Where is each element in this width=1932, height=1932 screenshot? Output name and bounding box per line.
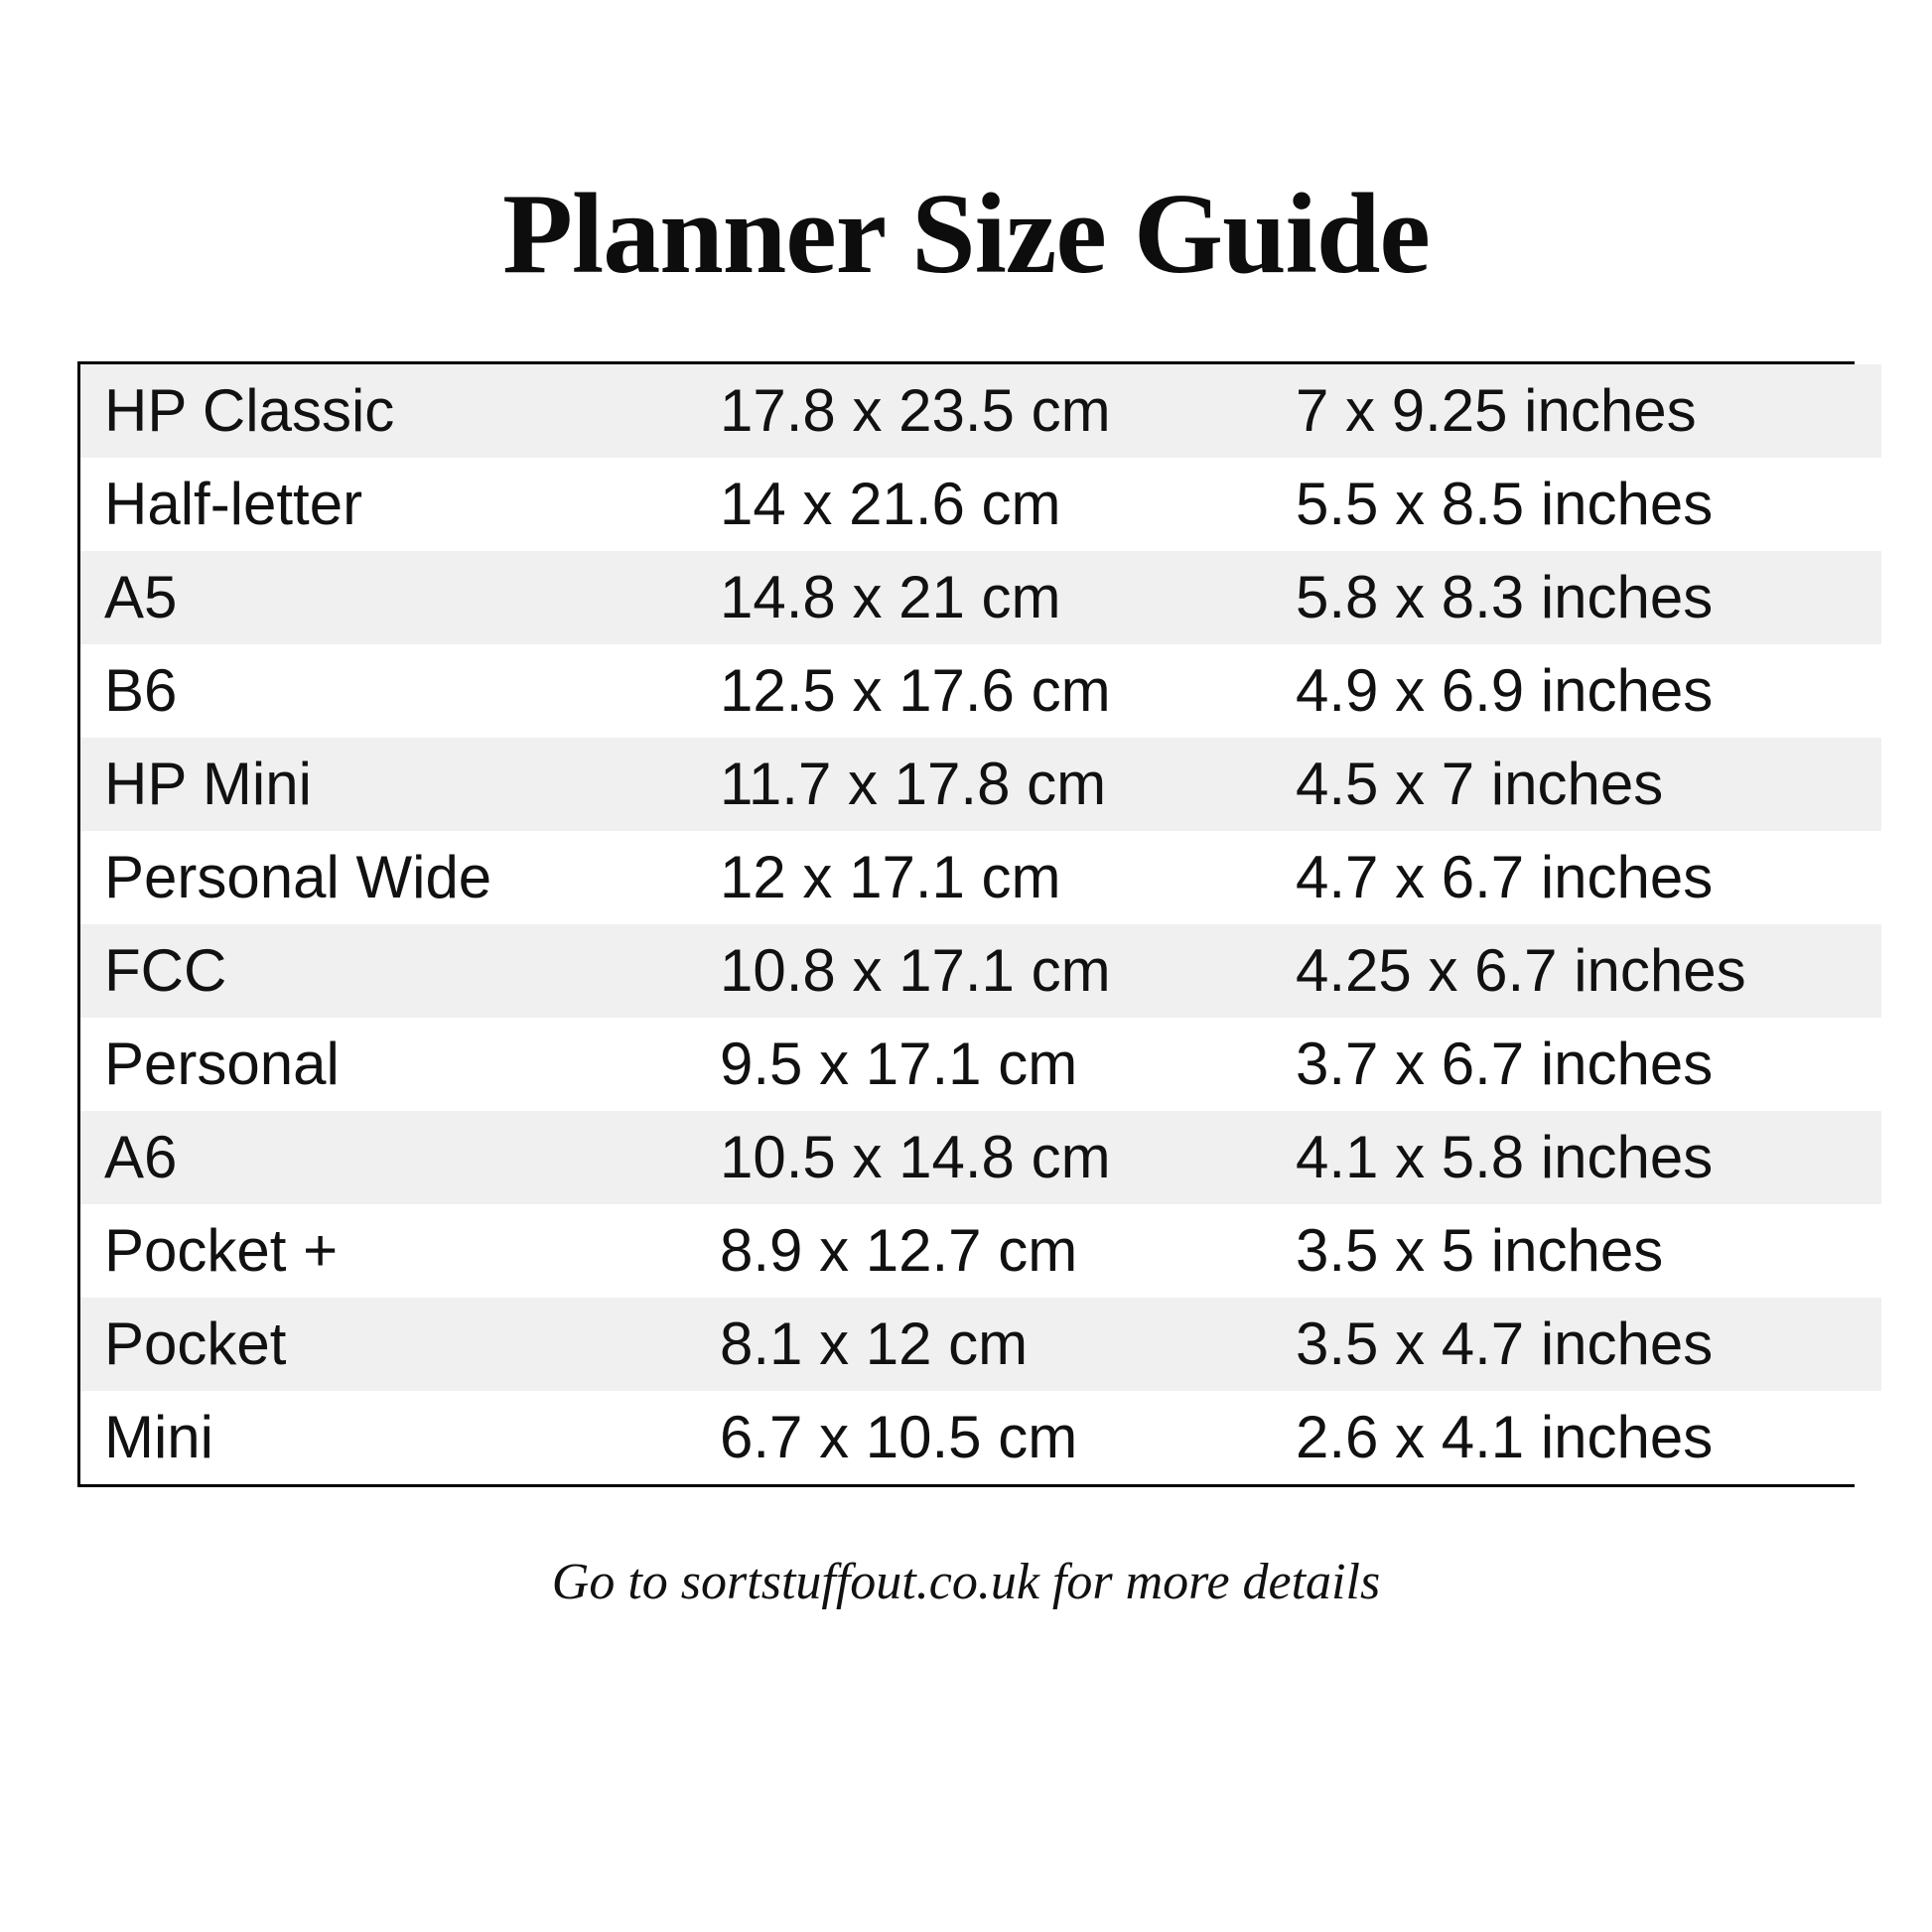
size-table-container xyxy=(77,361,1855,1487)
table-row xyxy=(80,364,1881,458)
row-size-cm: 12 x 17.1 cm xyxy=(720,831,1296,924)
table-row xyxy=(80,458,1881,551)
row-planner-name: Half-letter xyxy=(80,458,720,551)
page-title: Planner Size Guide xyxy=(502,171,1430,298)
table-row xyxy=(80,1204,1881,1298)
row-size-cm: 10.5 x 14.8 cm xyxy=(720,1111,1296,1204)
row-planner-name: HP Classic xyxy=(80,364,720,458)
row-size-cm: 12.5 x 17.6 cm xyxy=(720,644,1296,738)
row-size-inches: 3.5 x 5 inches xyxy=(1296,1204,1881,1298)
row-size-cm: 9.5 x 17.1 cm xyxy=(720,1018,1296,1111)
row-planner-name: Pocket xyxy=(80,1298,720,1391)
row-planner-name: Personal Wide xyxy=(80,831,720,924)
row-planner-name: B6 xyxy=(80,644,720,738)
row-size-cm: 8.1 x 12 cm xyxy=(720,1298,1296,1391)
row-size-inches: 3.5 x 4.7 inches xyxy=(1296,1298,1881,1391)
row-size-cm: 17.8 x 23.5 cm xyxy=(720,364,1296,458)
row-size-inches: 2.6 x 4.1 inches xyxy=(1296,1391,1881,1484)
row-size-inches: 4.9 x 6.9 inches xyxy=(1296,644,1881,738)
size-table-body xyxy=(80,364,1881,1484)
table-row xyxy=(80,1111,1881,1204)
row-size-inches: 5.8 x 8.3 inches xyxy=(1296,551,1881,644)
row-size-cm: 6.7 x 10.5 cm xyxy=(720,1391,1296,1484)
table-row xyxy=(80,1391,1881,1484)
table-row xyxy=(80,831,1881,924)
row-size-cm: 8.9 x 12.7 cm xyxy=(720,1204,1296,1298)
size-table xyxy=(80,364,1881,1484)
table-row xyxy=(80,644,1881,738)
table-row xyxy=(80,1018,1881,1111)
footer-note: Go to sortstuffout.co.uk for more details xyxy=(551,1554,1381,1610)
row-planner-name: Pocket + xyxy=(80,1204,720,1298)
row-planner-name: A5 xyxy=(80,551,720,644)
row-size-inches: 7 x 9.25 inches xyxy=(1296,364,1881,458)
row-size-cm: 14 x 21.6 cm xyxy=(720,458,1296,551)
row-size-inches: 3.7 x 6.7 inches xyxy=(1296,1018,1881,1111)
table-row xyxy=(80,924,1881,1018)
row-size-inches: 4.5 x 7 inches xyxy=(1296,738,1881,831)
row-size-inches: 4.1 x 5.8 inches xyxy=(1296,1111,1881,1204)
table-row xyxy=(80,738,1881,831)
row-planner-name: Mini xyxy=(80,1391,720,1484)
table-row xyxy=(80,1298,1881,1391)
row-size-cm: 11.7 x 17.8 cm xyxy=(720,738,1296,831)
table-row xyxy=(80,551,1881,644)
row-size-inches: 5.5 x 8.5 inches xyxy=(1296,458,1881,551)
row-planner-name: A6 xyxy=(80,1111,720,1204)
row-size-inches: 4.25 x 6.7 inches xyxy=(1296,924,1881,1018)
row-planner-name: HP Mini xyxy=(80,738,720,831)
row-planner-name: Personal xyxy=(80,1018,720,1111)
row-size-inches: 4.7 x 6.7 inches xyxy=(1296,831,1881,924)
row-size-cm: 14.8 x 21 cm xyxy=(720,551,1296,644)
row-planner-name: FCC xyxy=(80,924,720,1018)
row-size-cm: 10.8 x 17.1 cm xyxy=(720,924,1296,1018)
